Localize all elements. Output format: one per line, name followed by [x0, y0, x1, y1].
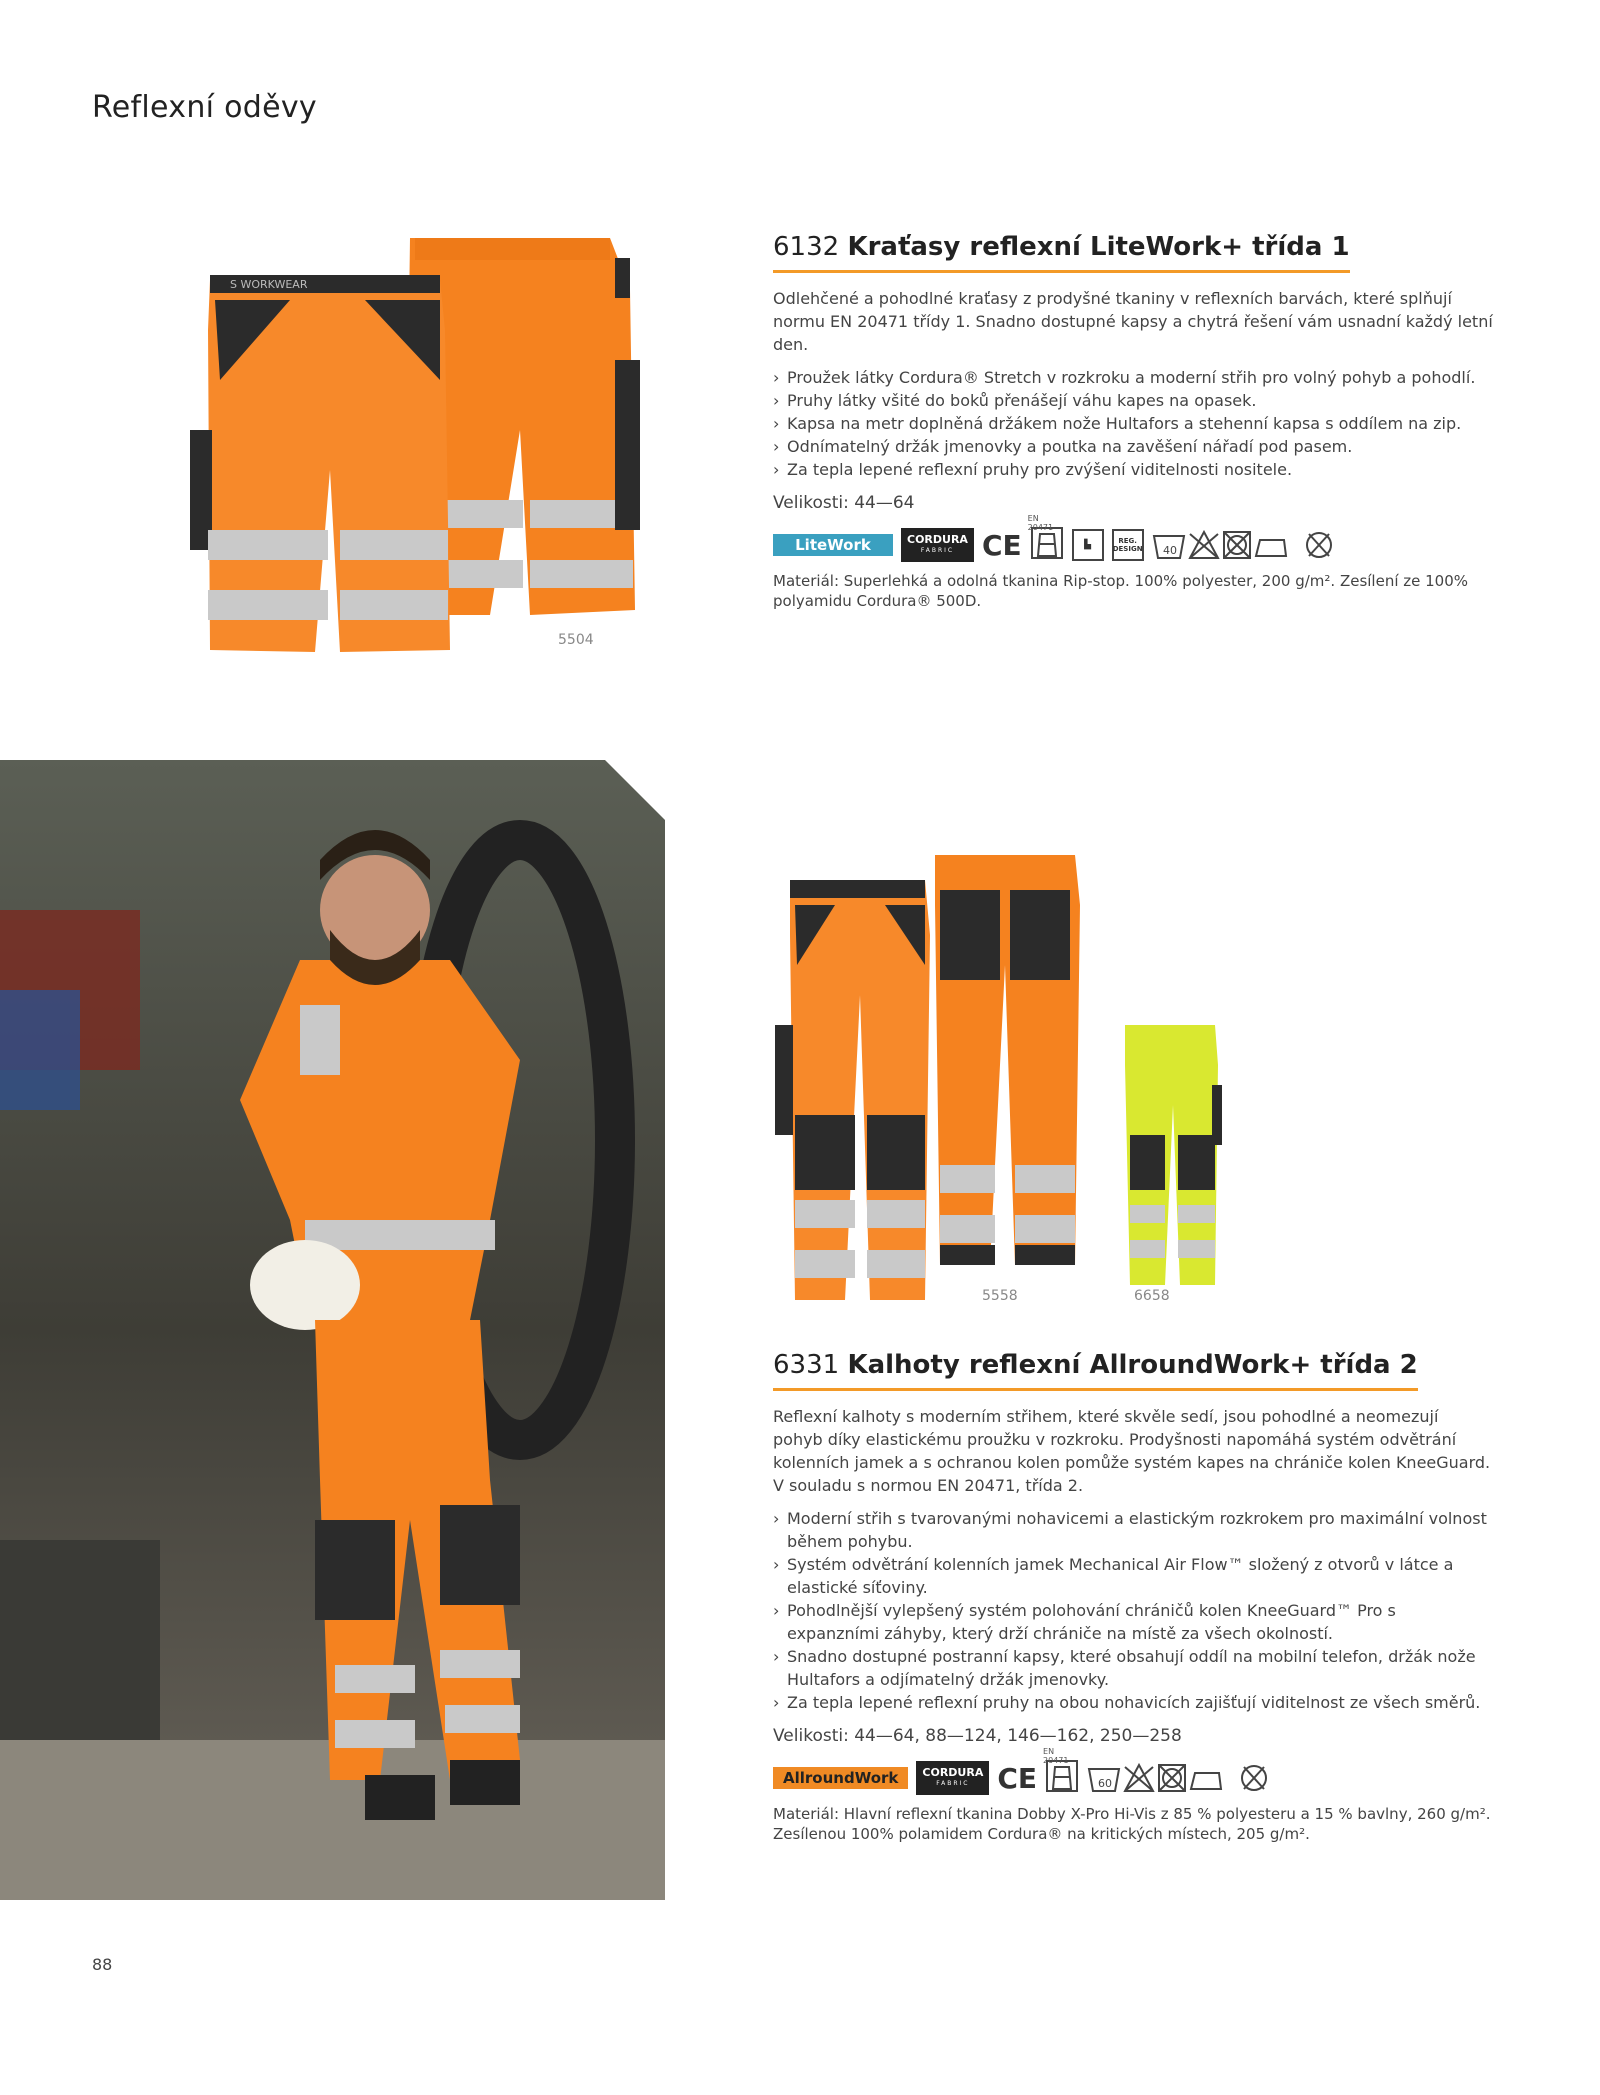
- care-symbols-icon: [1152, 528, 1302, 562]
- no-dryclean-icon: [1239, 1761, 1269, 1795]
- product-6331: [773, 1350, 1493, 1844]
- product-6132: [773, 232, 1493, 611]
- feature-item: › Kapsa na metr doplněná držákem nože Hultafors a stehenní kapsa s oddílem na zip.: [773, 412, 1493, 435]
- material-info: Materiál: Hlavní reflexní tkanina Dobby X-Pro Hi-Vis z 85 % polyesteru a 15 % bavlny, 260 g/m². Zesílenou 100% polamidem Cordura® na kritických místech, 205 g/m².: [773, 1805, 1491, 1843]
- trousers-image: [775, 845, 1235, 1300]
- ce-mark-icon: CE: [997, 1761, 1038, 1795]
- feature-item: › Odnímatelný držák jmenovky a poutka na zavěšení nářadí pod pasem.: [773, 435, 1493, 458]
- cordura-text: CORDURA: [907, 533, 968, 546]
- svg-text:S WORKWEAR: S WORKWEAR: [230, 278, 308, 291]
- ce-mark-icon: CE: [981, 528, 1022, 562]
- sizes: Velikosti: 44—64: [773, 493, 915, 513]
- cordura-logo: [901, 528, 974, 562]
- shorts-caption: 5504: [558, 632, 594, 648]
- allroundwork-logo: AllroundWork: [773, 1767, 908, 1789]
- product-description: Reflexní kalhoty s moderním střihem, které skvěle sedí, jsou pohodlné a neomezují pohyb díky elastickému proužku v rozkroku. Prodyšnosti napomáhá systém odvětrání kolenních jamek a s ochranou kolen pomůže systém kapes na chrániče kolen KneeGuard. V souladu s normou EN 20471, třída 2.: [773, 1407, 1491, 1495]
- en20471-icon: [1027, 514, 1064, 564]
- no-dryclean-icon: [1304, 528, 1334, 562]
- lifestyle-photo: [0, 760, 665, 1900]
- product-title: [773, 1350, 1418, 1391]
- sizes: Velikosti: 44—64, 88—124, 146—162, 250—258: [773, 1726, 1182, 1746]
- product-code: 6132: [773, 232, 840, 262]
- care-symbols: [1152, 528, 1334, 562]
- shorts-illustration: [190, 230, 650, 660]
- section-title: Reflexní oděvy: [92, 90, 317, 125]
- product-code: 6331: [773, 1350, 840, 1380]
- cordura-sub: FABRIC: [936, 1780, 970, 1787]
- cordura-text: CORDURA: [922, 1766, 984, 1779]
- product-description: Odlehčené a pohodlné kraťasy z prodyšné tkaniny v reflexních barvách, které splňují normu EN 20471 třídy 1. Snadno dostupné kapsy a chytrá řešení vám usnadní každý letní den.: [773, 289, 1493, 354]
- feature-item: › Pohodlnější vylepšený systém polohování chráničů kolen KneeGuard™ Pro s expanzními záhyby, který drží chrániče na místě za všech okolností.: [773, 1599, 1493, 1645]
- certification-icons: [773, 1747, 1493, 1798]
- product-name: Kraťasy reflexní LiteWork+ třída 1: [847, 232, 1350, 262]
- feature-item: › Snadno dostupné postranní kapsy, které obsahují oddíl na mobilní telefon, držák nože Hultafors a odjímatelný držák jmenovky.: [773, 1645, 1493, 1691]
- worker-photo-illustration: [0, 760, 665, 1900]
- feature-list: [773, 366, 1493, 481]
- feature-list: [773, 1507, 1493, 1714]
- reg-design-icon: REG. DESIGN: [1112, 529, 1144, 561]
- wash-temp-icon: 60: [1098, 1777, 1113, 1790]
- cordura-sub: FABRIC: [920, 547, 955, 554]
- trousers-caption-5558: 5558: [982, 1288, 1018, 1304]
- en20471-icon: [1043, 1747, 1079, 1797]
- product-title: [773, 232, 1350, 273]
- material-info: Materiál: Superlehká a odolná tkanina Rip-stop. 100% polyester, 200 g/m². Zesílení ze 100% polyamidu Cordura® 500D.: [773, 572, 1469, 610]
- shorts-image: [190, 230, 650, 660]
- page-number: 88: [92, 1955, 113, 1974]
- feature-item: › Pruhy látky všité do boků přenášejí váhu kapes na opasek.: [773, 389, 1493, 412]
- feature-item: › Systém odvětrání kolenních jamek Mechanical Air Flow™ složený z otvorů v látce a elastické síťoviny.: [773, 1553, 1493, 1599]
- feature-item: › Za tepla lepené reflexní pruhy pro zvýšení viditelnosti nositele.: [773, 458, 1493, 481]
- certification-icons: [773, 514, 1493, 565]
- care-symbols-icon: [1087, 1761, 1237, 1795]
- knife-holder-icon: ▙: [1072, 529, 1104, 561]
- trousers-caption-6658: 6658: [1134, 1288, 1170, 1304]
- en-label: EN 20471: [1027, 514, 1054, 532]
- wash-temp-icon: 40: [1162, 544, 1177, 557]
- feature-item: › Za tepla lepené reflexní pruhy na obou nohavicích zajišťují viditelnost ze všech směrů.: [773, 1691, 1493, 1714]
- feature-item: › Moderní střih s tvarovanými nohavicemi a elastickým rozkrokem pro maximální volnost během pohybu.: [773, 1507, 1493, 1553]
- feature-item: › Proužek látky Cordura® Stretch v rozkroku a moderní střih pro volný pohyb a pohodlí.: [773, 366, 1493, 389]
- product-name: Kalhoty reflexní AllroundWork+ třída 2: [847, 1350, 1418, 1380]
- trousers-illustration: [775, 845, 1235, 1300]
- litework-logo: LiteWork: [773, 534, 893, 556]
- en-label: EN 20471: [1043, 1747, 1069, 1765]
- care-symbols: [1087, 1761, 1269, 1795]
- cordura-logo: [916, 1761, 989, 1795]
